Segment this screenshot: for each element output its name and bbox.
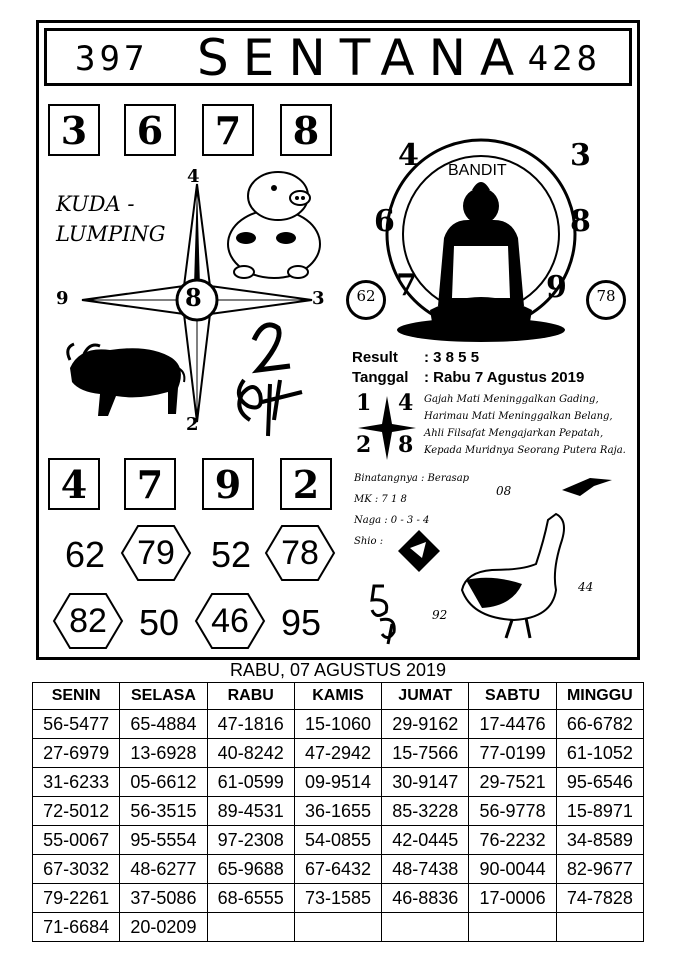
table-cell: 56-9778 bbox=[469, 797, 556, 826]
table-cell: 65-4884 bbox=[120, 710, 207, 739]
top-box: 7 bbox=[202, 104, 254, 156]
table-cell: 89-4531 bbox=[207, 797, 294, 826]
bandit-side-right: 78 bbox=[596, 287, 616, 305]
number-hex bbox=[52, 592, 124, 650]
column-header: KAMIS bbox=[294, 683, 381, 710]
table-cell: 42-0445 bbox=[382, 826, 469, 855]
proverb-line: Gajah Mati Meninggalkan Gading, bbox=[424, 394, 599, 405]
table-cell: 56-3515 bbox=[120, 797, 207, 826]
tanggal-value: : Rabu 7 Agustus 2019 bbox=[424, 369, 585, 386]
kuda-label-line1: KUDA - bbox=[56, 192, 135, 216]
table-cell: 61-1052 bbox=[556, 739, 643, 768]
column-header: RABU bbox=[207, 683, 294, 710]
bird-icon bbox=[560, 472, 614, 498]
table-cell: 17-0006 bbox=[469, 884, 556, 913]
table-cell: 97-2308 bbox=[207, 826, 294, 855]
bottom-box: 2 bbox=[280, 458, 332, 510]
kuda-label-line2: LUMPING bbox=[56, 222, 166, 246]
column-header: JUMAT bbox=[382, 683, 469, 710]
table-cell: 17-4476 bbox=[469, 710, 556, 739]
table-cell: 27-6979 bbox=[33, 739, 120, 768]
number-plain: 50 bbox=[138, 602, 180, 643]
table-cell: 72-5012 bbox=[33, 797, 120, 826]
small-number-08: 08 bbox=[496, 484, 512, 498]
table-cell: 76-2232 bbox=[469, 826, 556, 855]
bandit-petal: 9 bbox=[546, 270, 567, 305]
table-row bbox=[33, 768, 644, 797]
number-plain: 95 bbox=[280, 602, 322, 643]
column-header: MINGGU bbox=[556, 683, 643, 710]
column-header: SENIN bbox=[33, 683, 120, 710]
bandit-label: BANDIT bbox=[448, 162, 507, 179]
info-line: Shio : bbox=[354, 536, 384, 547]
number-hex bbox=[194, 592, 266, 650]
proverb-line: Kepada Muridnya Seorang Putera Raja. bbox=[424, 445, 626, 456]
table-cell: 34-8589 bbox=[556, 826, 643, 855]
number-hex bbox=[264, 524, 336, 582]
star-number: 1 bbox=[356, 390, 372, 416]
number-plain: 62 bbox=[64, 534, 106, 575]
column-header: SELASA bbox=[120, 683, 207, 710]
proverb-line: Harimau Mati Meninggalkan Belang, bbox=[424, 411, 613, 422]
handwritten-five-icon bbox=[366, 580, 422, 646]
bottom-box: 7 bbox=[124, 458, 176, 510]
number-hex bbox=[120, 524, 192, 582]
table-row bbox=[33, 710, 644, 739]
table-cell bbox=[207, 913, 294, 942]
compass-bottom-number: 2 bbox=[186, 414, 199, 435]
bandit-petal: 4 bbox=[398, 138, 419, 173]
table-cell: 71-6684 bbox=[33, 913, 120, 942]
table-cell: 90-0044 bbox=[469, 855, 556, 884]
table-cell: 20-0209 bbox=[120, 913, 207, 942]
tanggal-label: Tanggal bbox=[352, 369, 409, 386]
column-header: SABTU bbox=[469, 683, 556, 710]
table-cell: 85-3228 bbox=[382, 797, 469, 826]
compass-top-number: 4 bbox=[187, 166, 200, 187]
star-number: 8 bbox=[398, 432, 414, 458]
table-cell: 29-9162 bbox=[382, 710, 469, 739]
table-cell bbox=[382, 913, 469, 942]
bull-icon bbox=[60, 338, 190, 418]
table-cell bbox=[556, 913, 643, 942]
small-number-44: 44 bbox=[578, 580, 594, 594]
table-cell bbox=[294, 913, 381, 942]
table-row bbox=[33, 913, 644, 942]
small-number-92: 92 bbox=[432, 608, 448, 622]
bandit-petal: 8 bbox=[570, 204, 591, 239]
info-line: Binatangnya : Berasap bbox=[354, 473, 470, 484]
shio-diamond-icon bbox=[396, 528, 442, 574]
table-row bbox=[33, 826, 644, 855]
table-cell: 30-9147 bbox=[382, 768, 469, 797]
bottom-box: 4 bbox=[48, 458, 100, 510]
table-cell: 36-1655 bbox=[294, 797, 381, 826]
bottom-box: 9 bbox=[202, 458, 254, 510]
table-cell: 47-2942 bbox=[294, 739, 381, 768]
table-cell: 46-8836 bbox=[382, 884, 469, 913]
table-cell: 13-6928 bbox=[120, 739, 207, 768]
table-cell bbox=[469, 913, 556, 942]
results-table bbox=[32, 682, 644, 942]
table-cell: 05-6612 bbox=[120, 768, 207, 797]
table-cell: 47-1816 bbox=[207, 710, 294, 739]
bandit-petal: 6 bbox=[374, 204, 395, 239]
info-line: MK : 7 1 8 bbox=[354, 494, 407, 505]
table-cell: 74-7828 bbox=[556, 884, 643, 913]
number-plain: 52 bbox=[210, 534, 252, 575]
table-cell: 56-5477 bbox=[33, 710, 120, 739]
number-hex-value: 79 bbox=[137, 534, 175, 572]
table-cell: 48-6277 bbox=[120, 855, 207, 884]
table-cell: 15-7566 bbox=[382, 739, 469, 768]
table-row bbox=[33, 884, 644, 913]
table-cell: 54-0855 bbox=[294, 826, 381, 855]
table-cell: 37-5086 bbox=[120, 884, 207, 913]
header-right-number: 428 bbox=[527, 39, 601, 79]
table-row bbox=[33, 855, 644, 884]
pig-icon bbox=[216, 162, 326, 284]
goose-icon bbox=[452, 510, 576, 640]
table-cell: 95-6546 bbox=[556, 768, 643, 797]
proverb-line: Ahli Filsafat Mengajarkan Pepatah, bbox=[424, 428, 604, 439]
table-cell: 48-7438 bbox=[382, 855, 469, 884]
table-cell: 68-6555 bbox=[207, 884, 294, 913]
bandit-petal: 3 bbox=[570, 138, 591, 173]
handwritten-number-icon bbox=[224, 310, 314, 440]
bandit-side-left: 62 bbox=[356, 287, 376, 305]
header-title: SENTANA bbox=[197, 29, 529, 87]
table-cell: 95-5554 bbox=[120, 826, 207, 855]
table-cell: 31-6233 bbox=[33, 768, 120, 797]
number-hex-value: 78 bbox=[281, 534, 319, 572]
compass-left-number: 9 bbox=[56, 288, 69, 309]
compass-right-number: 3 bbox=[312, 288, 325, 309]
header-left-number: 397 bbox=[75, 39, 149, 79]
bandit-petal: 7 bbox=[396, 268, 417, 303]
number-hex-value: 82 bbox=[69, 602, 107, 640]
table-cell: 73-1585 bbox=[294, 884, 381, 913]
top-box: 6 bbox=[124, 104, 176, 156]
header-bar bbox=[44, 28, 632, 86]
result-value: : 3 8 5 5 bbox=[424, 349, 480, 366]
star-number: 2 bbox=[356, 432, 372, 458]
table-cell: 29-7521 bbox=[469, 768, 556, 797]
info-line: Naga : 0 - 3 - 4 bbox=[354, 515, 430, 526]
table-cell: 67-6432 bbox=[294, 855, 381, 884]
table-cell: 15-1060 bbox=[294, 710, 381, 739]
table-cell: 82-9677 bbox=[556, 855, 643, 884]
compass-center-number: 8 bbox=[185, 283, 202, 312]
table-header-row bbox=[33, 683, 644, 710]
table-cell: 65-9688 bbox=[207, 855, 294, 884]
result-label: Result bbox=[352, 349, 398, 366]
number-hex-value: 46 bbox=[211, 602, 249, 640]
top-box: 8 bbox=[280, 104, 332, 156]
table-cell: 67-3032 bbox=[33, 855, 120, 884]
star-number: 4 bbox=[398, 390, 414, 416]
table-cell: 66-6782 bbox=[556, 710, 643, 739]
table-cell: 09-9514 bbox=[294, 768, 381, 797]
table-cell: 77-0199 bbox=[469, 739, 556, 768]
top-box: 3 bbox=[48, 104, 100, 156]
table-cell: 61-0599 bbox=[207, 768, 294, 797]
table-row bbox=[33, 739, 644, 768]
table-cell: 79-2261 bbox=[33, 884, 120, 913]
table-cell: 55-0067 bbox=[33, 826, 120, 855]
table-date-title: RABU, 07 AGUSTUS 2019 bbox=[229, 660, 447, 680]
table-cell: 15-8971 bbox=[556, 797, 643, 826]
table-cell: 40-8242 bbox=[207, 739, 294, 768]
table-row bbox=[33, 797, 644, 826]
